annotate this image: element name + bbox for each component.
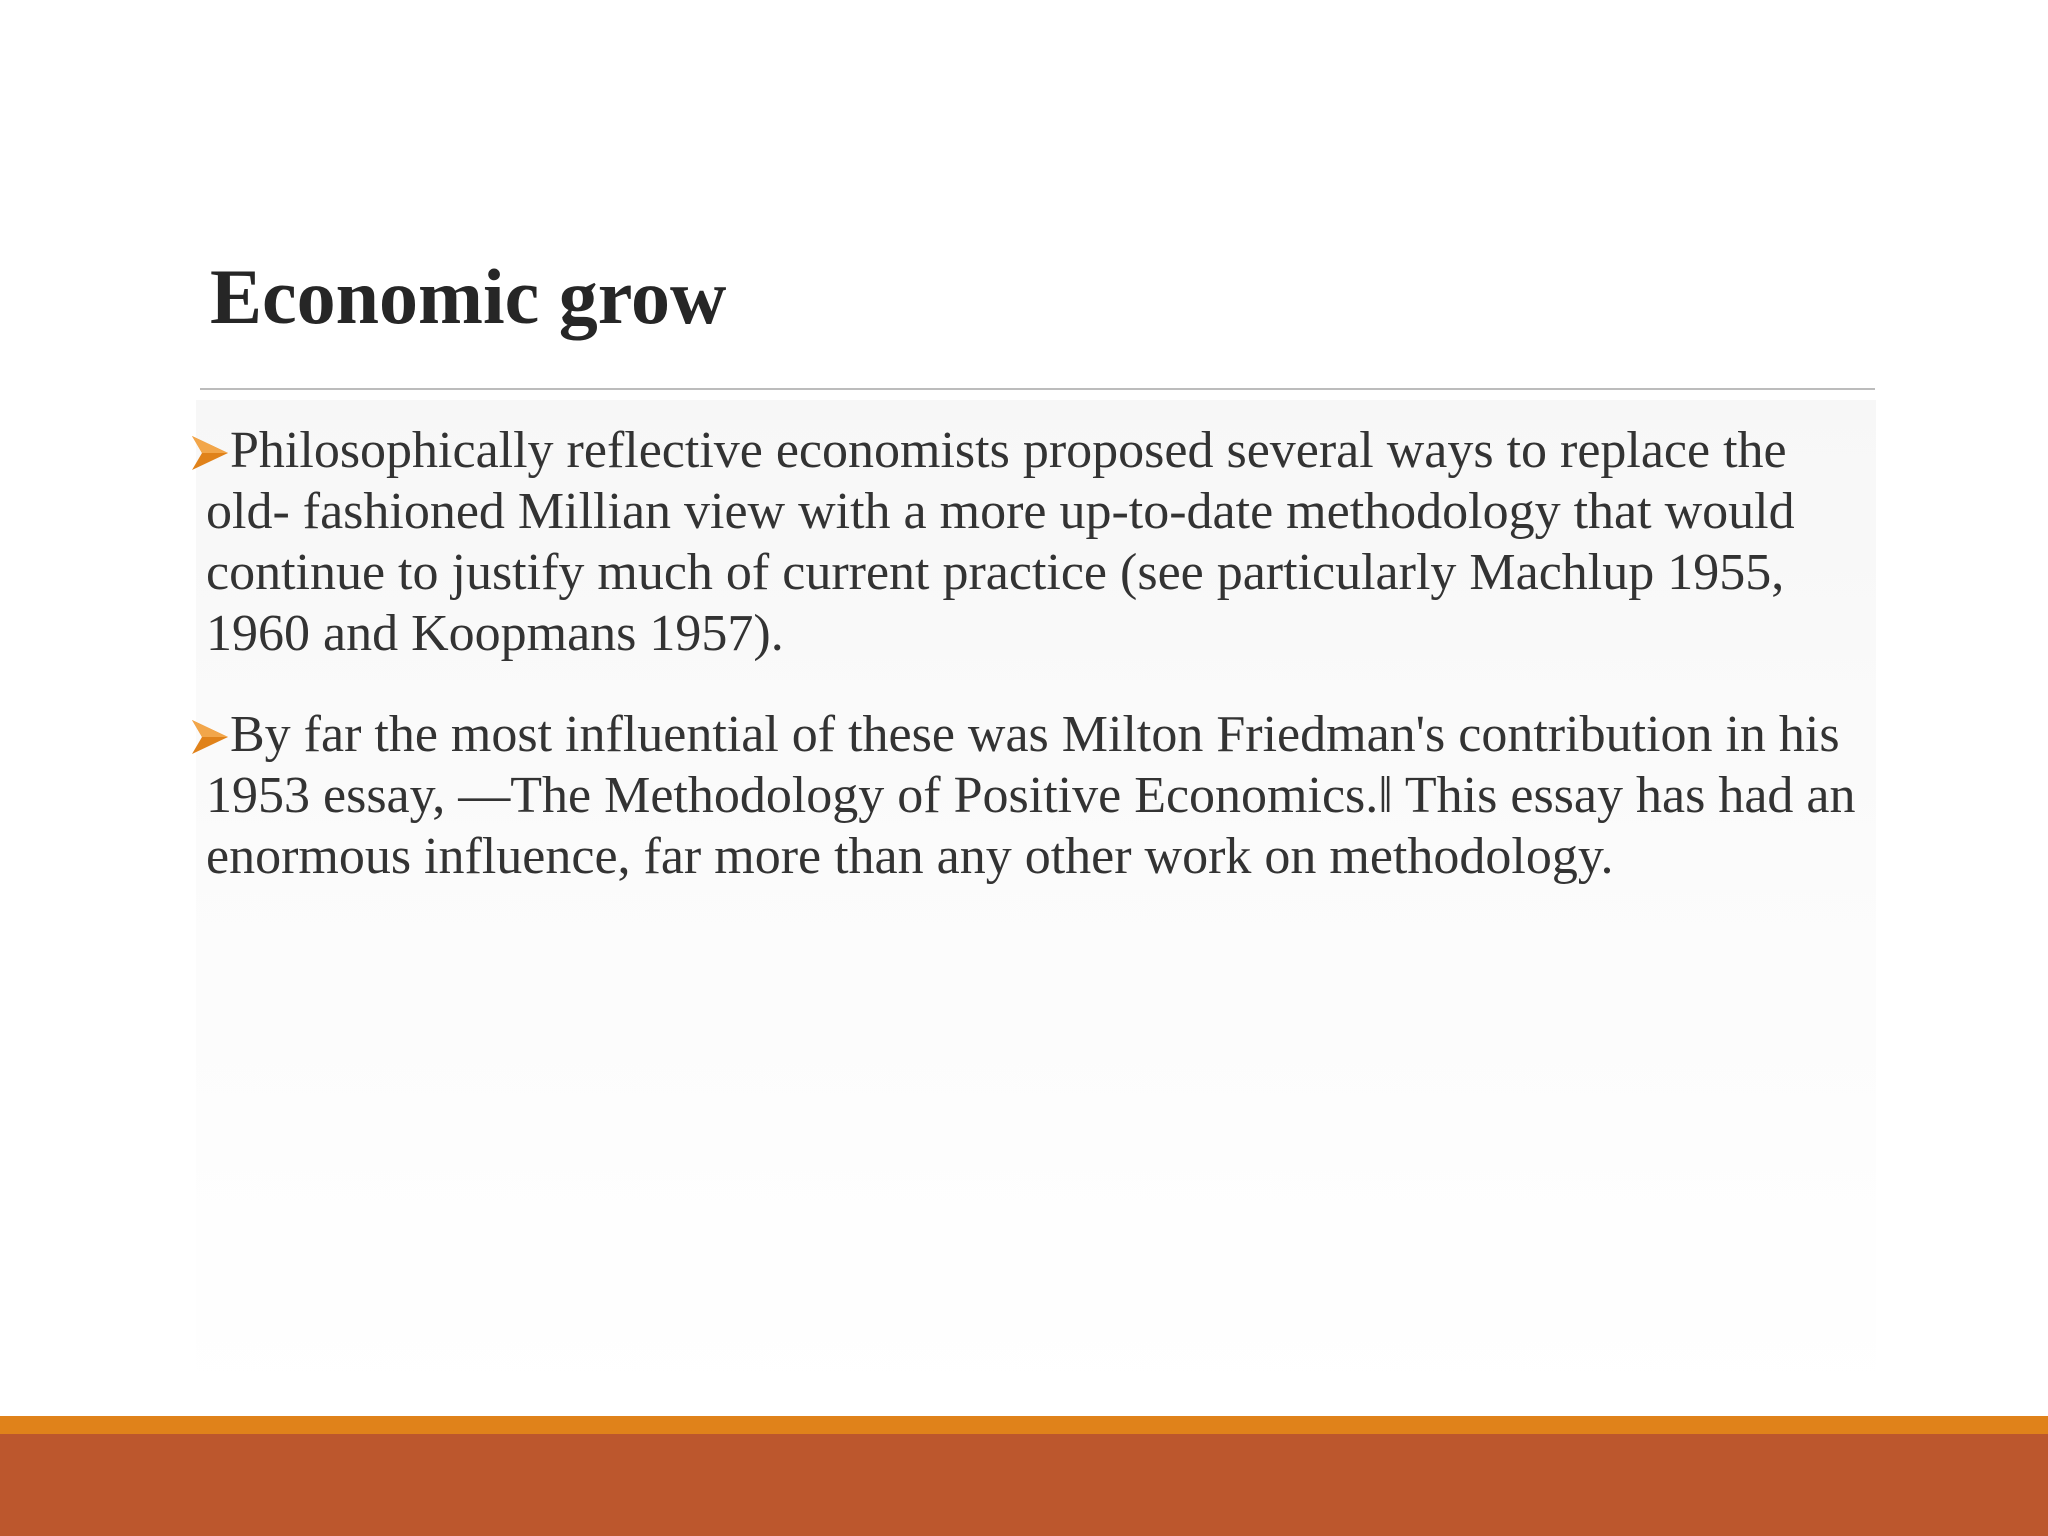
arrow-right-icon: [186, 420, 230, 481]
bullet-item: [186, 704, 1876, 887]
slide-title: Economic grow: [210, 253, 727, 340]
bullet-text: Philosophically reflective economists proposed several ways to replace the old- fashioned Millian view with a more up-to-date methodology that would continue to justify much of current practice (see particularly Machlup 1955, 1960 and Koopmans 1957).: [206, 422, 1795, 662]
bullet-text: By far the most influential of these was Milton Friedman's contribution in his 1953 essay, ―The Methodology of Positive Economics.‖ This essay has had an enormous influence, far more than any other work on methodology.: [206, 706, 1856, 885]
bullet-item: [186, 420, 1876, 664]
footer-bar: [0, 1434, 2048, 1536]
arrow-right-icon: [186, 704, 230, 765]
title-divider: [200, 388, 1875, 390]
footer-accent-stripe: [0, 1416, 2048, 1434]
bullet-list: [186, 420, 1876, 927]
